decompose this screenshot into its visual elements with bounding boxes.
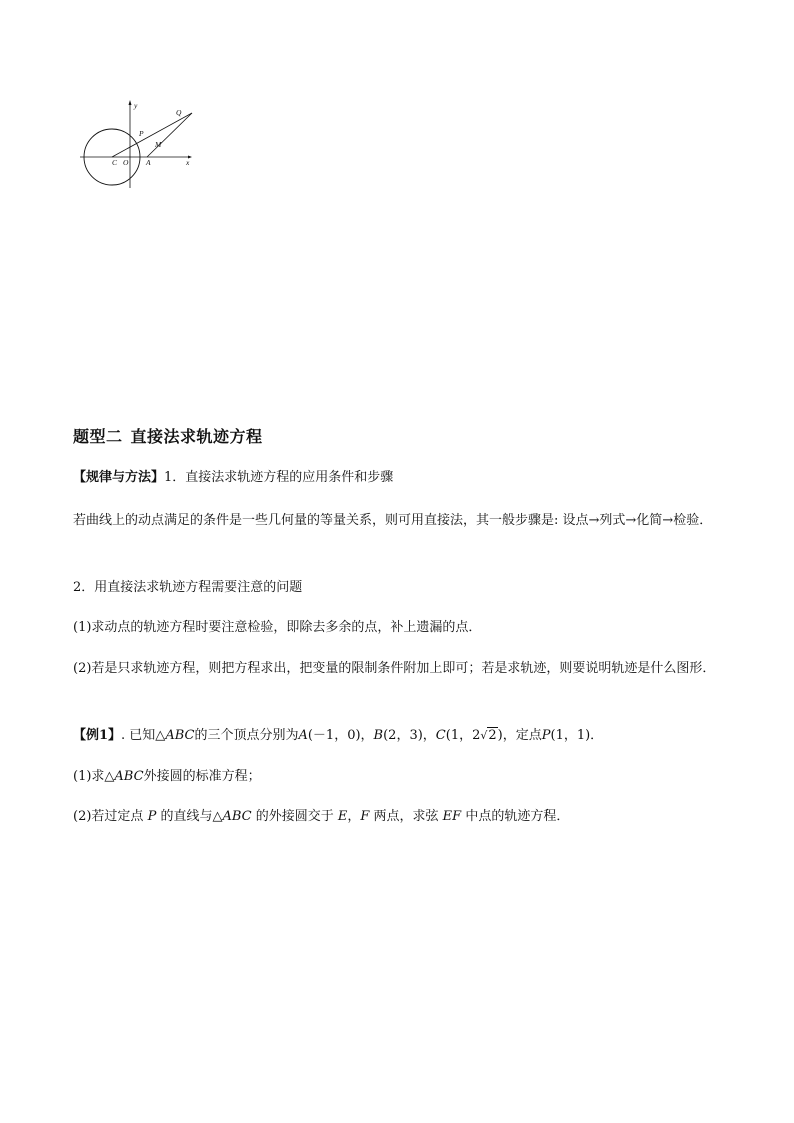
- question-2: [73, 804, 733, 830]
- label-m: M: [155, 140, 162, 149]
- q2-text-c: 的外接圆交于: [251, 809, 338, 824]
- q2-text-a: (2)若过定点: [73, 809, 148, 824]
- heading-main: 直接法求轨迹方程: [130, 427, 263, 446]
- q2-triangle: ABC: [222, 809, 252, 824]
- q2-text-d: 两点，求弦: [369, 809, 443, 824]
- point1-body: 若曲线上的动点满足的条件是一些几何量的等量关系，则可用直接法，其一般步骤是: 设点→列式→化简→检验．: [73, 513, 713, 528]
- point-a: A: [298, 728, 308, 743]
- label-o: O: [123, 158, 129, 167]
- q2-chord-ef: EF: [442, 809, 462, 824]
- point1-title: 1．直接法求轨迹方程的应用条件和步骤: [164, 470, 394, 485]
- circle-locus-figure: [76, 96, 200, 192]
- q2-sep: ，: [347, 809, 361, 824]
- question-1: [73, 764, 733, 790]
- figure-svg: [76, 96, 200, 192]
- point-c: C: [435, 728, 446, 743]
- method-intro: [73, 465, 733, 491]
- q1-text-a: (1)求△: [73, 769, 115, 784]
- example-tag: 【例1】: [73, 728, 122, 743]
- label-a: A: [146, 158, 151, 167]
- coord-c-part1: (1，2: [445, 728, 481, 743]
- note2: (2)若是只求轨迹方程，则把方程求出，把变量的限制条件附加上即可；若是求轨迹，则要说明轨迹是什么图形．: [73, 661, 716, 676]
- label-y: y: [134, 101, 138, 110]
- q1-text-b: 外接圆的标准方程；: [143, 769, 261, 784]
- sqrt-value: 2: [488, 728, 497, 743]
- point-b: B: [373, 728, 384, 743]
- coord-b: (2，3)，: [383, 728, 436, 743]
- q2-text-b: 的直线与△: [156, 809, 223, 824]
- coord-p: (1，1)．: [550, 728, 604, 743]
- label-p: P: [139, 129, 144, 138]
- example-text-a: . 已知△: [121, 728, 166, 743]
- heading-prefix: 题型二: [73, 427, 123, 446]
- line-cq: [112, 113, 192, 157]
- sqrt-symbol: √: [480, 729, 488, 742]
- label-c: C: [112, 158, 118, 167]
- section-heading: [73, 424, 263, 447]
- method-tag: 【规律与方法】: [73, 470, 165, 485]
- point2-title: 2．用直接法求轨迹方程需要注意的问题: [73, 580, 303, 595]
- q2-point-p: P: [147, 809, 157, 824]
- q2-point-e: E: [337, 809, 348, 824]
- q2-text-e: 中点的轨迹方程．: [461, 809, 570, 824]
- label-x: x: [186, 158, 190, 167]
- triangle-abc: ABC: [165, 728, 195, 743]
- y-axis-arrow: [129, 100, 132, 105]
- note1: (1)求动点的轨迹方程时要注意检验，即除去多余的点，补上遗漏的点．: [73, 620, 482, 635]
- point-p: P: [541, 728, 551, 743]
- coord-c-part2: )，定点: [497, 728, 542, 743]
- q2-point-f: F: [360, 809, 370, 824]
- coord-a: (－1，0)，: [307, 728, 374, 743]
- label-q: Q: [176, 108, 182, 117]
- sqrt-two: [480, 723, 497, 749]
- line-aq: [147, 113, 192, 157]
- q1-triangle: ABC: [114, 769, 144, 784]
- example-stem: [73, 723, 733, 749]
- example-text-b: 的三个顶点分别为: [194, 728, 299, 743]
